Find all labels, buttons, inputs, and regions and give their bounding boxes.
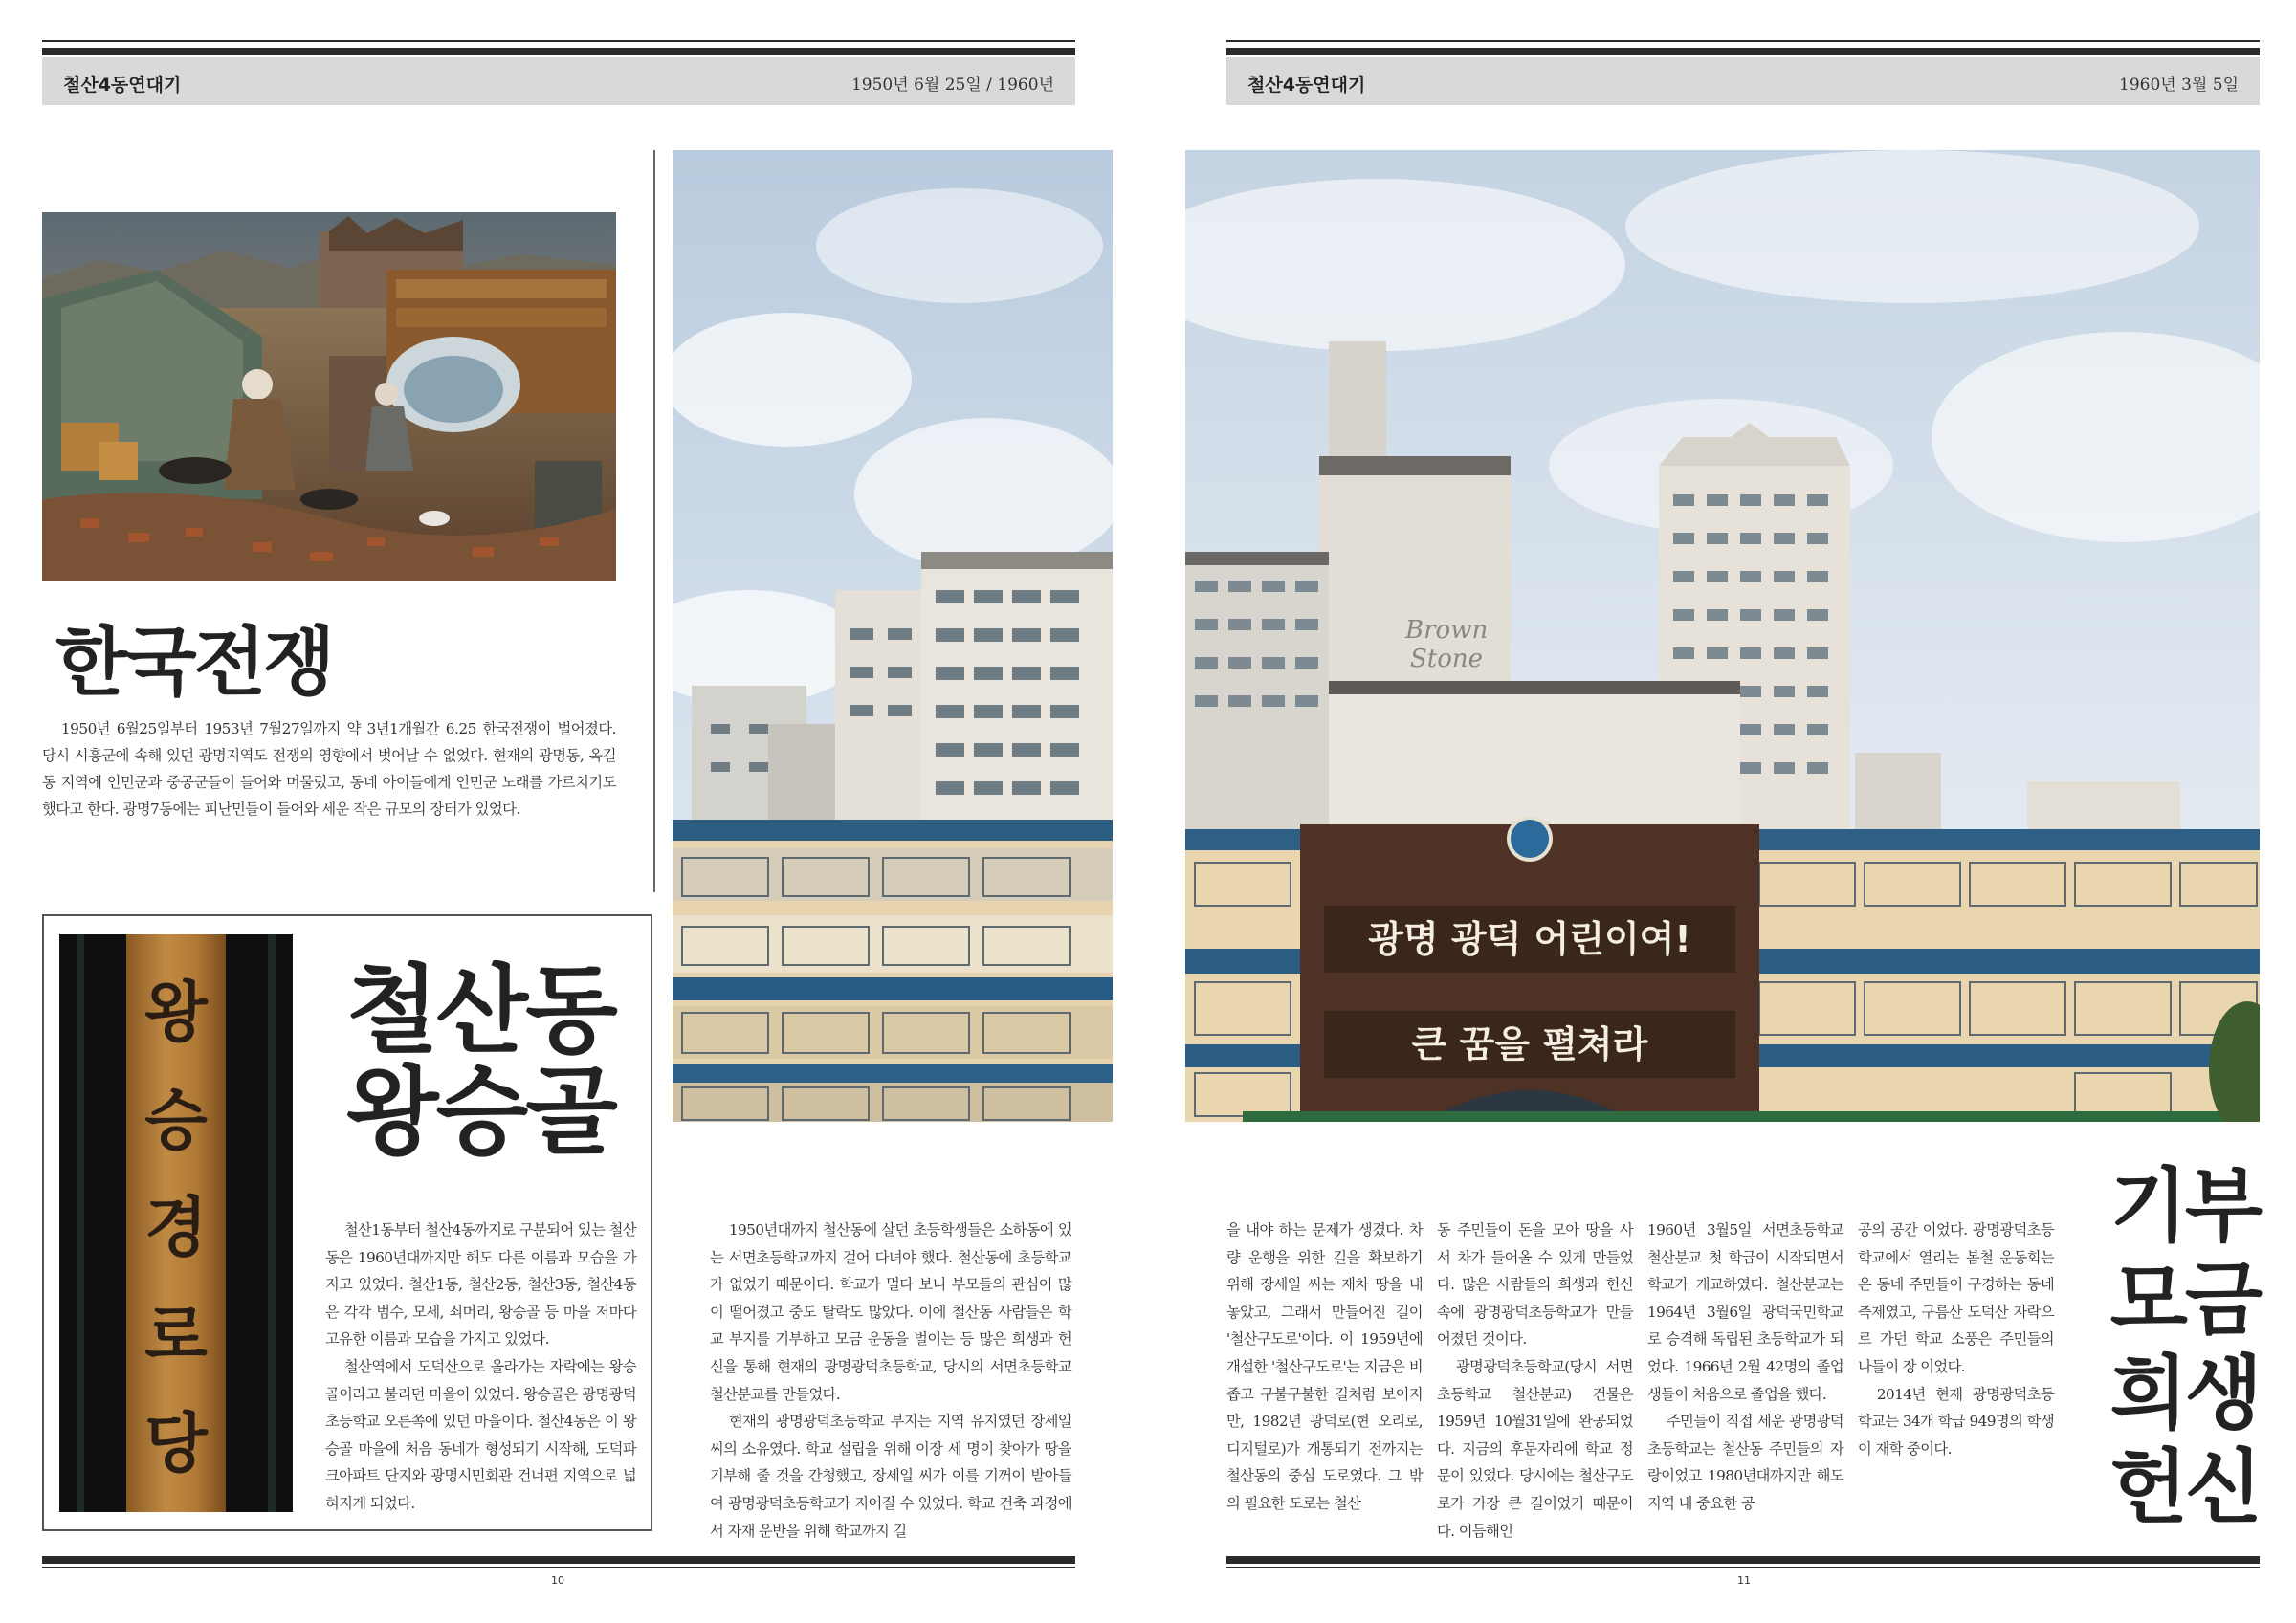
right-page-number: 11 — [1737, 1574, 1751, 1587]
right-header-section: 철산4동연대기 — [1247, 75, 1366, 96]
wangseunggol-title-line2: 왕승골 — [346, 1056, 615, 1168]
wangseunggol-body: 철산1동부터 철산4동까지로 구분되어 있는 철산동은 1960년대까지만 해도 다른 이름과 모습을 가지고 있었다. 철산1동, 철산2동, 철산3동, 철산4동은 각각 범수, 모세, 쇠머리, 왕승골 등 마을 저마다 고유한 이름과 모습을 가지고 있었다. 철산역에서 도덕산으로 올라가는 자락에는 왕승골이라고 불리던 마을이 있었다. 왕승골은 광명광덕초등학교 오른쪽에 있던 마을이다. 철산4동은 이 왕승골 마을에 처음 동네가 형성되기 시작해, 도덕파크아파트 단지와 광명시민회관 건너편 지역으로 넓혀지게 되었다. — [325, 1221, 636, 1512]
sign-char-1: 왕 — [144, 974, 208, 1051]
donation-title-line3: 희생 — [2109, 1347, 2260, 1440]
left-header-date: 1950년 6월 25일 / 1960년 — [850, 76, 1054, 95]
wangseunggol-title-line1: 철산동 — [346, 954, 615, 1066]
gwangdeok-school-photo — [1185, 150, 2260, 1122]
left-header-section: 철산4동연대기 — [63, 75, 182, 96]
left-page-number: 10 — [551, 1574, 564, 1587]
school-history-col-4: 공의 공간 이었다. 광명광덕초등학교에서 열리는 봄철 운동회는 온 동네 주민들이 구경하는 동네 축제였고, 구름산 도덕산 자락으로 가던 학교 소풍은 주민들의 나들이 장 이었다. 2014년 현재 광명광덕초등학교는 34개 학급 949명의 학생이 재학 중이다. — [1858, 1221, 2054, 1458]
school-banner-1: 광명 광덕 어린이여! — [1368, 918, 1691, 960]
left-column-divider — [653, 150, 655, 892]
gyeongrodang-sign-photo — [59, 934, 293, 1512]
brown-stone-sign-line2: Stone — [1410, 645, 1484, 673]
brown-stone-sign-line1: Brown — [1405, 616, 1489, 645]
apartments-photo-left — [673, 150, 1113, 1122]
sign-char-3: 경 — [144, 1190, 208, 1267]
school-history-col-3: 1960년 3월5일 서면초등학교 철산분교 첫 학급이 시작되면서 학교가 개교하였다. 철산분교는 1964년 3월6일 광덕국민학교로 승격해 독립된 초등학교가 되었다. 1966년 2월 42명의 졸업생들이 처음으로 졸업을 했다. 주민들이 직접 세운 광명광덕초등학교는 철산동 주민들의 자랑이었고 1980년대까지만 해도 지역 내 중요한 공 — [1647, 1221, 1843, 1512]
donation-title-line2: 모금 — [2109, 1253, 2260, 1347]
sign-char-2: 승 — [144, 1082, 208, 1159]
sign-char-5: 당 — [144, 1406, 208, 1483]
korean-war-title: 한국전쟁 — [55, 620, 333, 706]
donation-title — [2101, 1159, 2260, 1534]
school-history-col-left: 1950년대까지 철산동에 살던 초등학생들은 소하동에 있는 서면초등학교까지 걸어 다녀야 했다. 철산동에 초등학교가 없었기 때문이다. 학교가 멀다 보니 부모들의 관심이 많이 떨어졌고 중도 탈락도 많았다. 이에 철산동 사람들은 학교 부지를 기부하고 모금 운동을 벌이는 등 많은 희생과 헌신을 통해 현재의 광명광덕초등학교, 당시의 서면초등학교 철산분교를 만들었다. 현재의 광명광덕초등학교 부지는 지역 유지였던 장세일 씨의 소유였다. 학교 설립을 위해 이장 세 명이 찾아가 땅을 기부해 줄 것을 간청했고, 장세일 씨가 이를 기꺼이 받아들여 광명광덕초등학교가 지어질 수 있었다. 학교 건축 과정에서 자재 운반을 위해 학교까지 길 — [710, 1221, 1071, 1540]
left-header-bar — [42, 57, 1075, 105]
donation-title-line4: 헌신 — [2109, 1440, 2260, 1534]
korean-war-photo — [42, 212, 616, 581]
right-header-bar — [1226, 57, 2260, 105]
korean-war-body: 1950년 6월25일부터 1953년 7월27일까지 약 3년1개월간 6.25 한국전쟁이 벌어졌다. 당시 시흥군에 속해 있던 광명지역도 전쟁의 영향에서 벗어날 수 없었다. 현재의 광명동, 옥길동 지역에 인민군과 중공군들이 들어와 머물렀고, 동네 아이들에게 인민군 노래를 가르치기도 했다고 한다. 광명7동에는 피난민들이 들어와 세운 작은 규모의 장터가 있었다. — [42, 720, 616, 818]
school-banner-2: 큰 꿈을 펼쳐라 — [1411, 1023, 1648, 1065]
donation-title-line1: 기부 — [2109, 1159, 2260, 1253]
school-history-col-2: 동 주민들이 돈을 모아 땅을 사서 차가 들어올 수 있게 만들었다. 많은 사람들의 희생과 헌신 속에 광명광덕초등학교가 만들어졌던 것이다. 광명광덕초등학교(당시 서면초등학교 철산분교) 건물은 1959년 10월31일에 완공되었다. 지금의 후문자리에 학교 정문이 있었다. 당시에는 철산구도로가 가장 큰 길이었기 때문이다. 이듬해인 — [1437, 1221, 1633, 1540]
school-history-col-1: 을 내야 하는 문제가 생겼다. 차량 운행을 위한 길을 확보하기 위해 장세일 씨는 재차 땅을 내놓았고, 그래서 만들어진 길이 '철산구도로'이다. 이 1959년에 개설한 '철산구도로'는 지금은 비좁고 구불구불한 길처럼 보이지만, 1982년 광덕로(현 오리로, 디지털로)가 개통되기 전까지는 철산동의 중심 도로였다. 그 밖의 필요한 도로는 철산 — [1226, 1221, 1423, 1512]
right-header-date: 1960년 3월 5일 — [2119, 76, 2239, 95]
sign-char-4: 로 — [144, 1298, 208, 1375]
